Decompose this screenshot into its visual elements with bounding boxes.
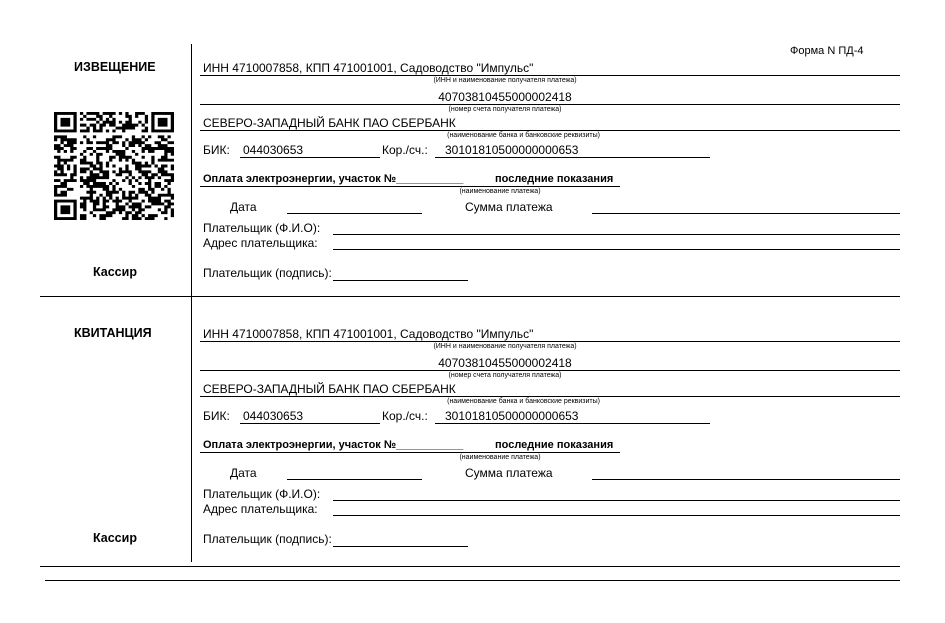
recipient-caption: (ИНН и наименование получателя платежа) <box>433 77 577 84</box>
account-number: 40703810455000002418 <box>438 90 572 104</box>
bottom-line-2 <box>45 580 900 581</box>
payer-field[interactable] <box>333 234 900 235</box>
purpose-right: последние показания <box>495 173 614 185</box>
rule <box>435 423 710 424</box>
sum-field[interactable] <box>592 479 900 480</box>
bank-caption: (наименование банка и банковские реквизиты) <box>447 398 600 405</box>
payer-field[interactable] <box>333 500 900 501</box>
bik-label: БИК: <box>203 409 230 423</box>
purpose-caption: (наименование платежа) <box>459 454 541 461</box>
section-title: КВИТАНЦИЯ <box>74 326 152 340</box>
address-label: Адрес плательщика: <box>203 236 318 250</box>
rule <box>200 452 620 453</box>
signature-label: Плательщик (подпись): <box>203 532 332 546</box>
purpose-right: последние показания <box>495 439 614 451</box>
signature-field[interactable] <box>333 280 468 281</box>
date-field[interactable] <box>287 213 422 214</box>
address-field[interactable] <box>333 515 900 516</box>
cashier-label: Кассир <box>93 265 137 279</box>
bank-name: СЕВЕРО-ЗАПАДНЫЙ БАНК ПАО СБЕРБАНК <box>203 382 456 396</box>
bik-label: БИК: <box>203 143 230 157</box>
cashier-label: Кассир <box>93 531 137 545</box>
corr-label: Кор./сч.: <box>382 143 428 157</box>
account-number: 40703810455000002418 <box>438 356 572 370</box>
corr-value: 30101810500000000653 <box>445 409 579 423</box>
rule <box>200 104 900 105</box>
section-divider <box>40 296 900 297</box>
address-field[interactable] <box>333 249 900 250</box>
qr-code-icon <box>54 112 174 220</box>
form-label: Форма N ПД-4 <box>790 45 864 57</box>
purpose-text: Оплата электроэнергии, участок №___________ <box>203 439 464 451</box>
rule <box>240 423 380 424</box>
corr-label: Кор./сч.: <box>382 409 428 423</box>
recipient-text: ИНН 4710007858, КПП 471001001, Садоводство "Импульс" <box>203 61 534 75</box>
account-caption: (номер счета получателя платежа) <box>448 106 562 113</box>
date-field[interactable] <box>287 479 422 480</box>
payer-label: Плательщик (Ф.И.О): <box>203 221 321 235</box>
address-label: Адрес плательщика: <box>203 502 318 516</box>
rule <box>200 130 900 131</box>
section-title: ИЗВЕЩЕНИЕ <box>74 60 156 74</box>
rule <box>200 396 900 397</box>
bik-value: 044030653 <box>243 143 304 157</box>
bank-name: СЕВЕРО-ЗАПАДНЫЙ БАНК ПАО СБЕРБАНК <box>203 116 456 130</box>
rule <box>435 157 710 158</box>
account-caption: (номер счета получателя платежа) <box>448 372 562 379</box>
recipient-text: ИНН 4710007858, КПП 471001001, Садоводство "Импульс" <box>203 327 534 341</box>
rule <box>200 186 620 187</box>
sum-label: Сумма платежа <box>465 466 553 480</box>
bank-caption: (наименование банка и банковские реквизиты) <box>447 132 600 139</box>
date-label: Дата <box>230 466 257 480</box>
signature-label: Плательщик (подпись): <box>203 266 332 280</box>
purpose-caption: (наименование платежа) <box>459 188 541 195</box>
column-divider <box>191 44 192 562</box>
rule <box>200 370 900 371</box>
bottom-line-1 <box>40 566 900 567</box>
bik-value: 044030653 <box>243 409 304 423</box>
purpose-text: Оплата электроэнергии, участок №___________ <box>203 173 464 185</box>
sum-label: Сумма платежа <box>465 200 553 214</box>
rule <box>200 75 900 76</box>
recipient-caption: (ИНН и наименование получателя платежа) <box>433 343 577 350</box>
date-label: Дата <box>230 200 257 214</box>
payer-label: Плательщик (Ф.И.О): <box>203 487 321 501</box>
signature-field[interactable] <box>333 546 468 547</box>
sum-field[interactable] <box>592 213 900 214</box>
corr-value: 30101810500000000653 <box>445 143 579 157</box>
rule <box>200 341 900 342</box>
rule <box>240 157 380 158</box>
